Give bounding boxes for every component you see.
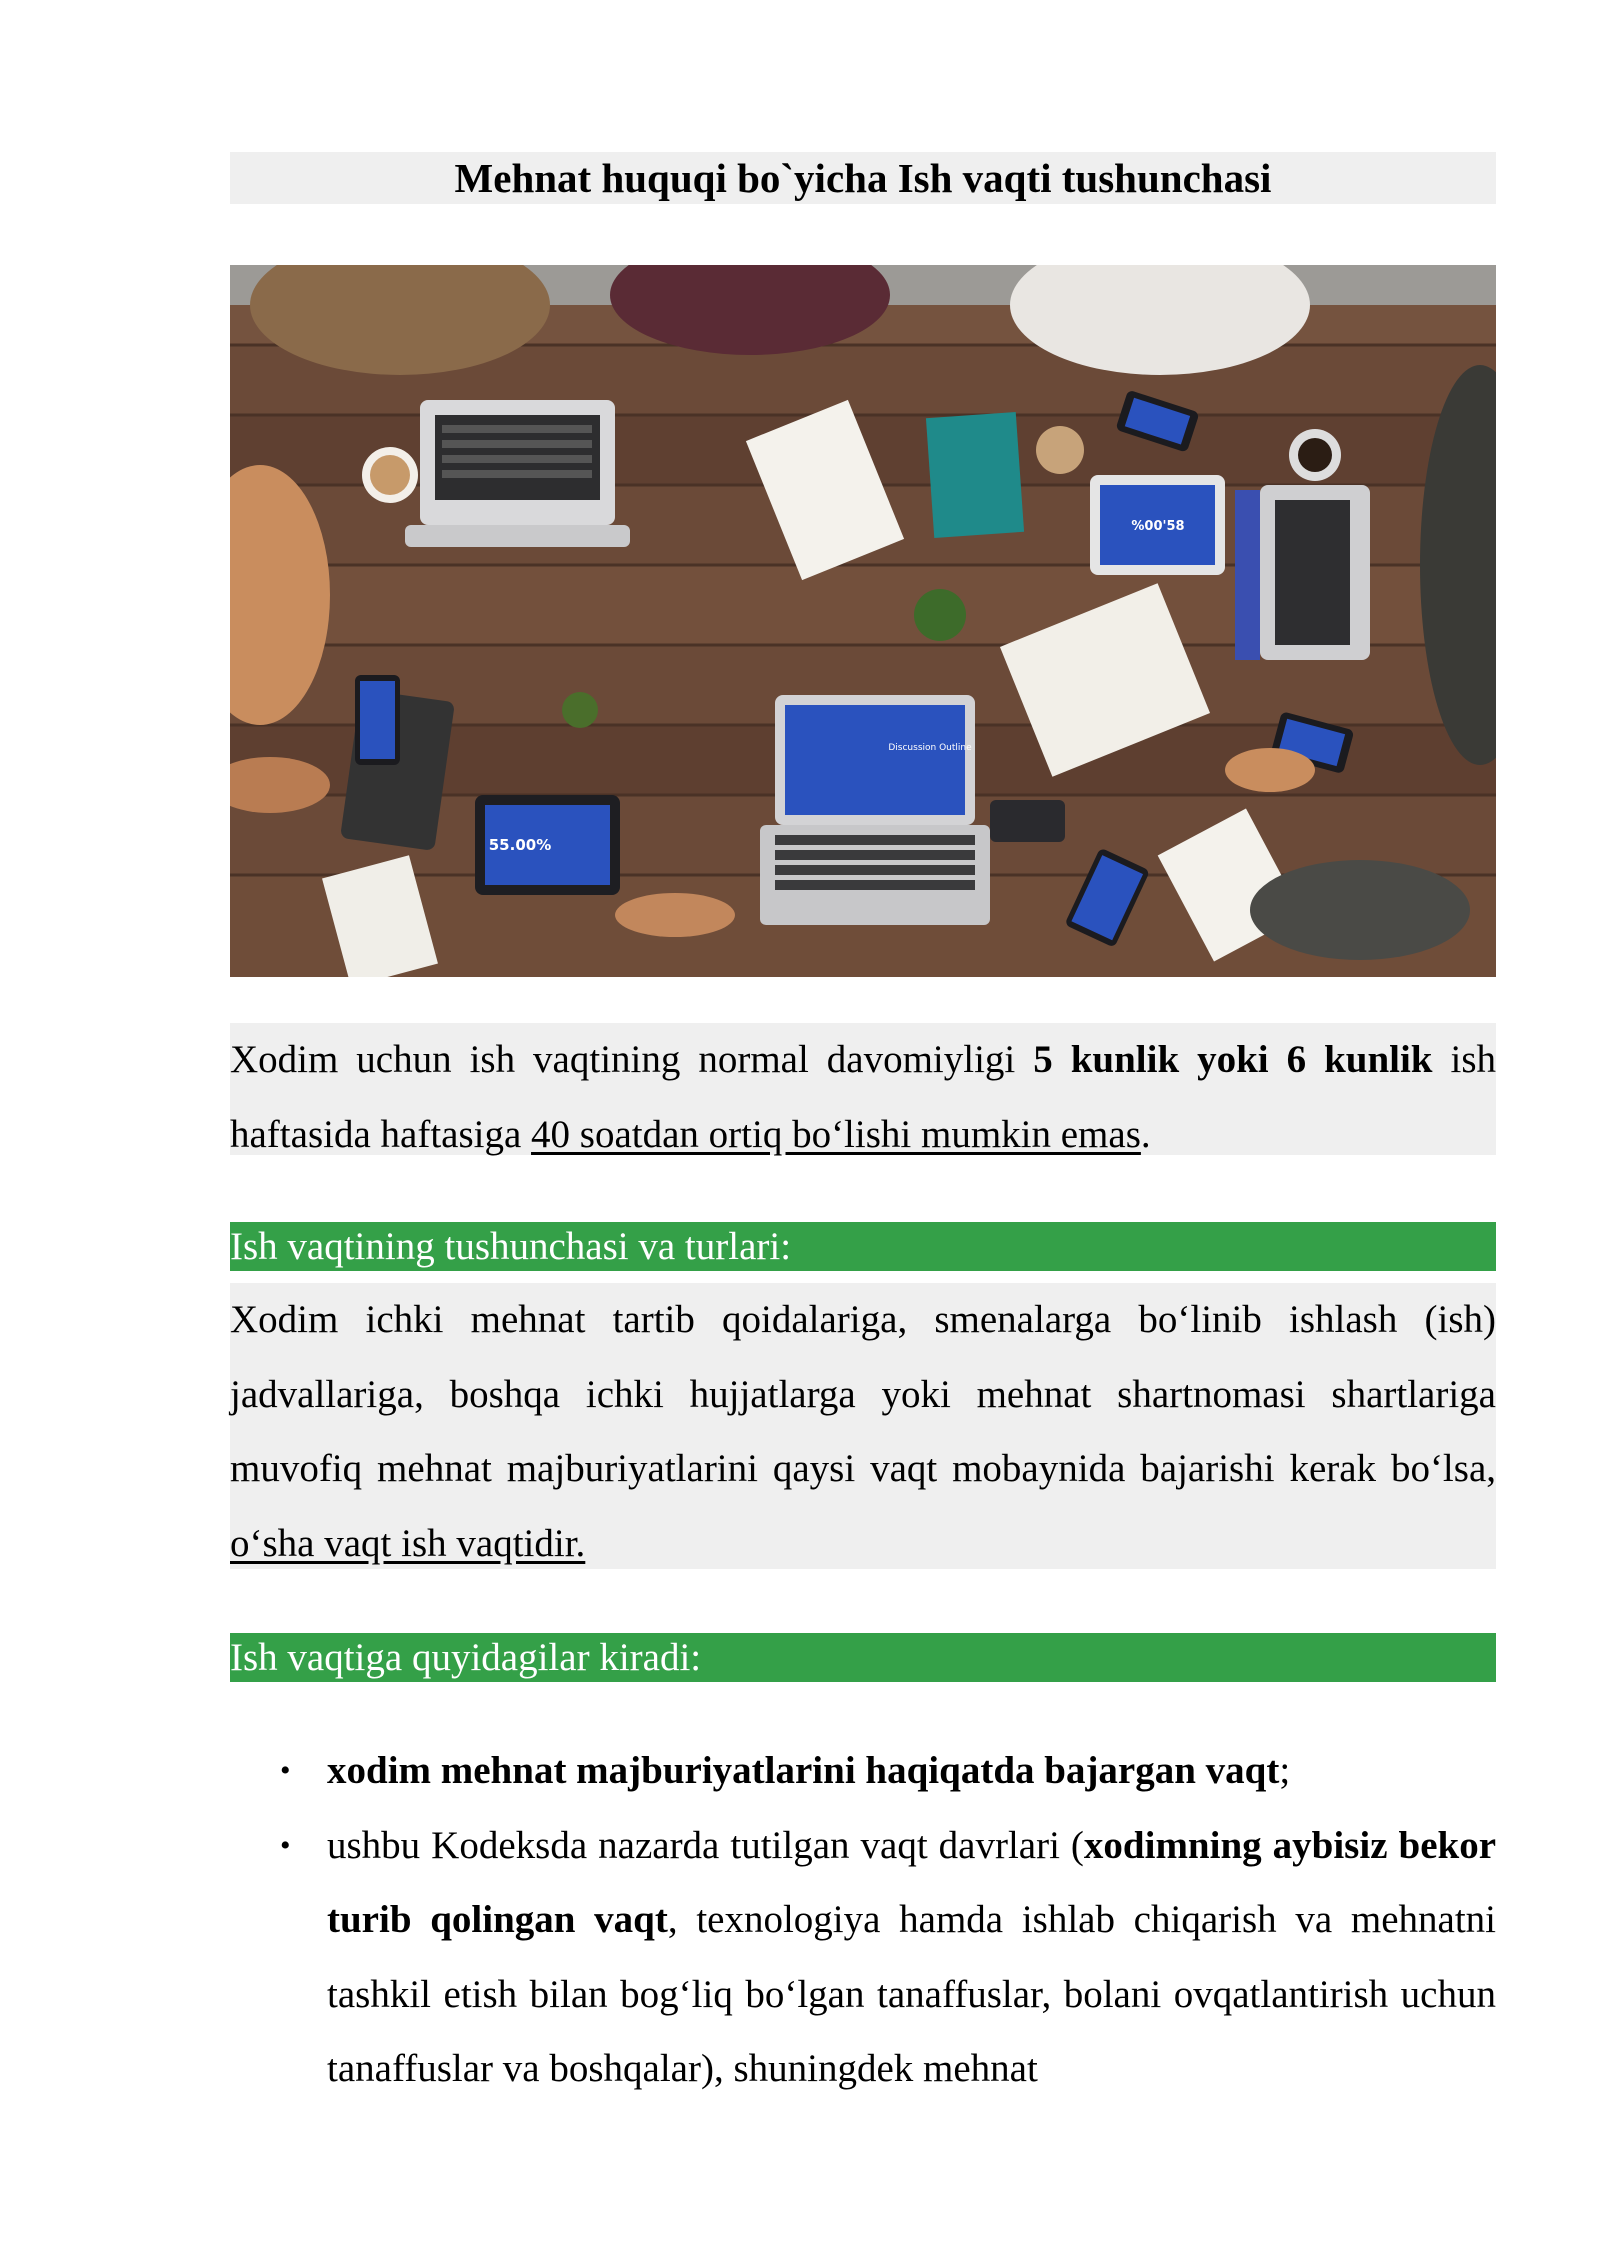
concept-paragraph <box>230 1283 1496 1569</box>
page-title: Mehnat huquqi bo`yicha Ish vaqti tushunchasi <box>230 152 1496 204</box>
intro-text: Xodim uchun ish vaqtining normal davomiyligi <box>230 1038 1034 1081</box>
section-heading-includes: Ish vaqtiga quyidagilar kiradi: <box>230 1633 1496 1682</box>
laptop-screen-text: Discussion Outline <box>888 743 972 753</box>
intro-space <box>1179 1038 1197 1081</box>
list-item <box>230 1809 1496 2107</box>
bullet-icon: • <box>280 1828 291 1862</box>
intro-bold-6-day: yoki 6 kunlik <box>1197 1038 1433 1081</box>
tablet-left-screen-text: 55.00% <box>488 836 552 854</box>
includes-list <box>230 1734 1496 2107</box>
list-item <box>230 1734 1496 1809</box>
item1-text: ; <box>1279 1749 1291 1792</box>
intro-bold-5-day: 5 kunlik <box>1033 1038 1180 1081</box>
item2-text: ushbu Kodeksda nazarda tutilgan vaqt davrlari ( <box>327 1823 1084 1867</box>
concept-text: Xodim ichki mehnat tartib qoidalariga, smenalarga bo‘linib ishlash (ish) jadvallariga, boshqa ichki hujjatlarga yoki mehnat shartnomasi shartlariga muvofiq mehnat majburiyatlarini qaysi vaqt mobaynida bajarishi kerak bo‘lsa, <box>230 1298 1496 1490</box>
intro-paragraph <box>230 1023 1496 1155</box>
intro-period: . <box>1140 1112 1151 1156</box>
meeting-table-photo <box>230 265 1496 977</box>
item1-bold: xodim mehnat majburiyatlarini haqiqatda bajargan vaqt <box>327 1749 1280 1792</box>
intro-underlined-limit: 40 soatdan ortiq bo‘lishi mumkin emas <box>531 1112 1141 1156</box>
tablet-screen-text: %00'58 <box>1131 519 1185 534</box>
intro-text-2: ish haftasida haftasiga <box>230 1038 1496 1156</box>
section-heading-concept: Ish vaqtining tushunchasi va turlari: <box>230 1222 1496 1271</box>
bullet-icon: • <box>280 1754 291 1787</box>
item2-bold: xodimning aybisiz bekor turib qolingan vaqt <box>327 1823 1496 1941</box>
item2-text-2: , texnologiya hamda ishlab chiqarish va mehnatni tashkil etish bilan bog‘liq bo‘lgan tanaffuslar, bolani ovqatlantirish uchun tanaffuslar va boshqalar), shuningdek mehnat <box>327 1898 1496 2090</box>
concept-underlined: o‘sha vaqt ish vaqtidir. <box>230 1521 586 1565</box>
